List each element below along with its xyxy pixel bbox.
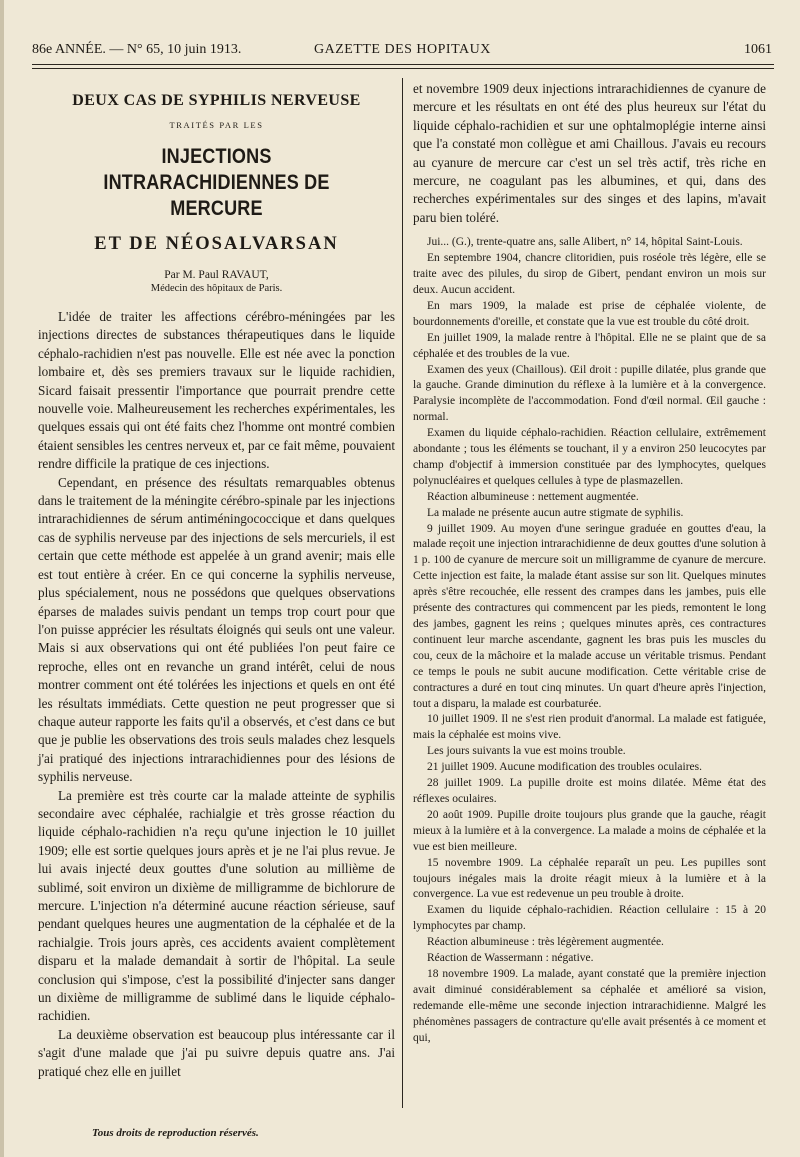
paragraph: La deuxième observation est beaucoup plus intéressante car il s'agit d'une malade que j'ai pu suivre depuis quatre ans. J'ai pratiqué chez elle en juillet [38,1026,395,1079]
journal-name: GAZETTE DES HOPITAUX [314,42,491,57]
paragraph: Examen du liquide céphalo-rachidien. Réaction cellulaire : 15 à 20 lymphocytes par champ. [413,904,766,933]
running-header [32,38,772,62]
paragraph: Examen des yeux (Chaillous). Œil droit : pupille dilatée, plus grande que la gauche. Grande diminution du réflexe à la lumière et à la convergence. Paralysie incomplète de l'accommodation. Fond d'œil normal. Œil gauche : normal. [413,363,766,424]
column-divider [402,78,403,1108]
paragraph: Examen du liquide céphalo-rachidien. Réaction cellulaire, extrêmement abondante ; tous les éléments se touchant, il y a environ 250 leucocytes par champ d'objectif à immersion constituée par des lymphocytes, quelques polynucléaires et quelques cellules à type de plasmazellen. [413,427,766,487]
paragraph: 20 août 1909. Pupille droite toujours plus grande que la gauche, réagit mieux à la lumière et à la convergence. La malade a moins de céphalée et la vue est bien meilleure. [413,808,766,853]
copyright-notice: Tous droits de reproduction réservés. [92,1127,259,1139]
observation-text [413,235,766,1046]
issue-info: 86e ANNÉE. — N° 65, 10 juin 1913. [32,42,242,57]
paragraph: 21 juillet 1909. Aucune modification des troubles oculaires. [427,761,702,774]
left-column [38,80,395,1081]
paragraph: En mars 1909, la malade est prise de céphalée violente, de bourdonnements d'oreille, et constate que la vue est trouble du côté droit. [413,299,766,328]
paragraph: Réaction albumineuse : nettement augmentée. [427,490,639,503]
page-number: 1061 [744,42,772,57]
paragraph: La malade ne présente aucun autre stigmate de syphilis. [427,506,684,519]
article-title-line4: ET DE NÉOSALVARSAN [94,234,339,254]
paragraph: Les jours suivants la vue est moins trouble. [427,745,626,758]
page-edge-shadow [0,0,4,1157]
paragraph: et novembre 1909 deux injections intrarachidiennes de cyanure de mercure et les résultats en ont été des plus heureux sur l'état du liquide céphalo-rachidien et sur une ophtalmoplégie interne ainsi que l'a constaté mon collègue et ami Chaillous. J'avais eu recours au cyanure de mercure car c'est un sel très actif, très riche en mercure, ne coagulant pas les albumines, et qui, dans des recherches expérimentales sur des singes et des lapins, m'avait paru bien toléré. [413,81,766,225]
article-title-line2: TRAITÉS PAR LES [169,120,264,130]
paragraph: 9 juillet 1909. Au moyen d'une seringue graduée en gouttes d'eau, la malade reçoit une injection intrarachidienne de deux gouttes d'une solution à 1 p. 100 de cyanure de mercure soit un milligramme de cyanure de mercure. Cette injection est faite, la malade étant assise sur son lit. Quelques minutes après s'être recouchée, elle ressent des crampes dans les jambes, puis elle présente des contractures qui commencent par les pieds, remontent le long des jambes, gagnent les reins ; quelques minutes après, ces contractures continuent leur marche ascendante, gagnent les bras puis les muscles du cou, ceux de la mâchoire et la malade accuse un véritable trismus. Pendant ce temps le pouls ne subit aucune modification. Cette véritable crise de contractures a duré en tout cinq minutes. Un quart d'heure après l'injection, tout a disparu, la malade est courbaturée. [413,522,766,710]
paragraph: En juillet 1909, la malade rentre à l'hôpital. Elle ne se plaint que de sa céphalée et des troubles de la vue. [413,331,766,360]
article-title-line3: INJECTIONS INTRARACHIDIENNES DE MERCURE [103,145,330,220]
paragraph: 15 novembre 1909. La céphalée reparaît un peu. Les pupilles sont toujours inégales mais la droite réagit mieux à la lumière et à la convergence. La vue est redevenue un peu trouble à droite. [413,856,766,901]
header-rule-top [32,64,774,65]
author-affiliation: Médecin des hôpitaux de Paris. [150,283,283,294]
header-rule-bottom [32,68,774,69]
paragraph: Jui... (G.), trente-quatre ans, salle Alibert, n° 14, hôpital Saint-Louis. [427,236,743,249]
right-intro-text [413,80,766,227]
paragraph: En septembre 1904, chancre clitoridien, puis roséole très légère, elle se traite avec des pilules, du sirop de Gibert, pendant environ un mois sur deux. Aucun accident. [413,252,766,296]
paragraph: Réaction de Wassermann : négative. [427,952,594,965]
article-author: Par M. Paul RAVAUT, [164,269,269,281]
paragraph: L'idée de traiter les affections cérébro-méningées par les injections directes de substances thérapeutiques dans le liquide céphalo-rachidien n'est pas nouvelle. Elle est née avec la ponction lombaire et, dès ses premiers travaux sur le liquide rachidien, Sicard faisait pressentir l'importance que pourrait prendre cette nouvelle voie. Malheureusement les recherches expérimentales, les quelques essais qui ont été faits chez l'homme ont montré combien étaient sensibles les centres nerveux et, par ce fait même, pouvaient rendre difficile la pratique de ces injections. [38,309,395,472]
paragraph: La première est très courte car la malade atteinte de syphilis secondaire avec céphalée, rachialgie et très grosse réaction du liquide céphalo-rachidien n'a reçu qu'une injection le 10 juillet 1909; elle est sortie quelques jours après et je ne l'ai plus revue. Je lui avais injecté deux gouttes d'une solution au millième de sublimé, soit environ un dixième de milligramme de bichlorure de mercure. L'injection n'a déterminé aucune réaction sérieuse, sauf pendant quelques heures une augmentation de la céphalée et de la rachialgie. Trois jours après, ces accidents avaient complètement disparu et la malade demandait à sortir de l'hôpital. La seule conclusion qui s'impose, c'est la possibilité d'injecter sans danger un dixième de milligramme de sublimé dans le liquide céphalo-rachidien. [38,787,395,1024]
paragraph: Cependant, en présence des résultats remarquables obtenus dans le traitement de la méningite cérébro-spinale par les injections intrarachidiennes de sérum antiméningococcique et dans quelques cas de syphilis nerveuse par des injections de sels mercuriels, il est certain que cette méthode est appelée à un grand avenir; mais elle est tout entière à créer. En ce qui concerne la syphilis nerveuse, plus spécialement, nous ne possédons que quelques observations éparses de malades suivis pendant un temps trop court pour que l'on puisse apprécier les résultats éloignés qui seuls ont une valeur. Mais si aux observations qui ont été publiées l'on peut faire ce reproche, elles ont en revanche un grand intérêt, celui de nous montrer comment ont été tolérées les injections et quels en ont été les résultats immédiats. Cette question ne peut progresser que si chaque auteur rapporte les faits qu'il a observés, et c'est dans ce but que je publie les observations des trois seuls malades chez lesquels j'ai pratiqué des injections intrarachidiennes pour des lésions de syphilis nerveuse. [38,474,395,785]
left-body-text [38,308,395,1081]
paragraph: 10 juillet 1909. Il ne s'est rien produit d'anormal. La malade est fatiguée, mais la céphalée est moins vive. [413,713,766,742]
paragraph: Réaction albumineuse : très légèrement augmentée. [427,936,664,949]
paragraph: 18 novembre 1909. La malade, ayant constaté que la première injection avait diminué considérablement sa céphalée et amélioré sa vision, redemande elle-même une seconde injection intrarachidienne. Malgré les phénomènes passagers de contracture qu'elle avait présentés à ce moment et qui, [413,967,766,1044]
right-column [413,80,766,1046]
paragraph: 28 juillet 1909. La pupille droite est moins dilatée. Même état des réflexes oculaires. [413,777,766,805]
article-title-line1: DEUX CAS DE SYPHILIS NERVEUSE [72,92,361,109]
